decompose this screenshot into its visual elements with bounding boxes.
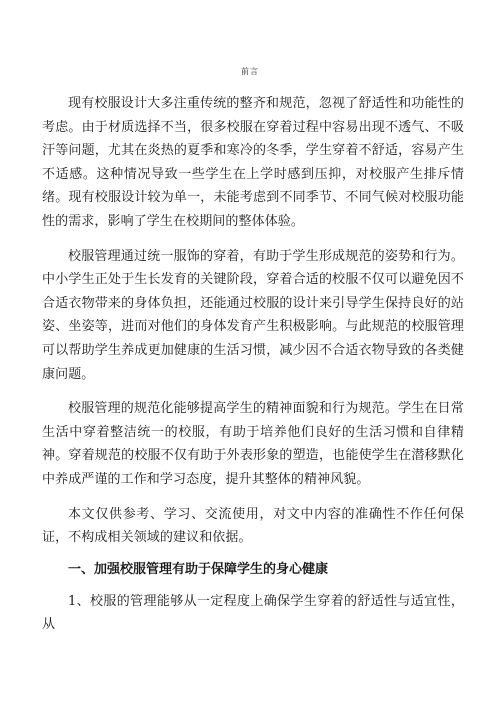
section-heading: 一、加强校服管理有助于保障学生的身心健康 bbox=[68, 561, 329, 577]
paragraph-disclaimer: 本文仅供参考、学习、交流使用，对文中内容的准确性不作任何保证，不构成相关领域的建议和依据。 bbox=[42, 506, 464, 546]
paragraph-uniform-management: 校服管理通过统一服饰的穿着，有助于学生形成规范的姿势和行为。中小学生正处于生长发育的关键阶段，穿着合适的校服不仅可以避免因不合适衣物带来的身体负担，还能通过校服的设计来引导学生保持良好的站姿、坐姿等，进而对他们的身体发育产生积极影响。与此规范的校服管理可以帮助学生养成更加健康的生活习惯，减少因不合适衣物导致的各类健康问题。 bbox=[42, 248, 464, 382]
document-body bbox=[42, 92, 464, 637]
section-first-paragraph: 1、校服的管理能够从一定程度上确保学生穿着的舒适性与适宜性，从 bbox=[42, 593, 464, 633]
page-header-title: 前言 bbox=[241, 67, 259, 76]
paragraph-standardization: 校服管理的规范化能够提高学生的精神面貌和行为规范。学生在日常生活中穿着整洁统一的校服，有助于培养他们良好的生活习惯和自律精神。穿着规范的校服不仅有助于外表形象的塑造，也能使学生在潜移默化中养成严谨的工作和学习态度，提升其整体的精神风貌。 bbox=[42, 401, 464, 487]
paragraph-intro: 现有校服设计大多注重传统的整齐和规范，忽视了舒适性和功能性的考虑。由于材质选择不当，很多校服在穿着过程中容易出现不透气、不吸汗等问题，尤其在炎热的夏季和寒冷的冬季，学生穿着不舒适，容易产生不适感。这种情况导致一些学生在上学时感到压抑，对校服产生排斥情绪。现有校服设计较为单一，未能考虑到不同季节、不同气候对校服功能性的需求，影响了学生在校期间的整体体验。 bbox=[42, 96, 464, 229]
